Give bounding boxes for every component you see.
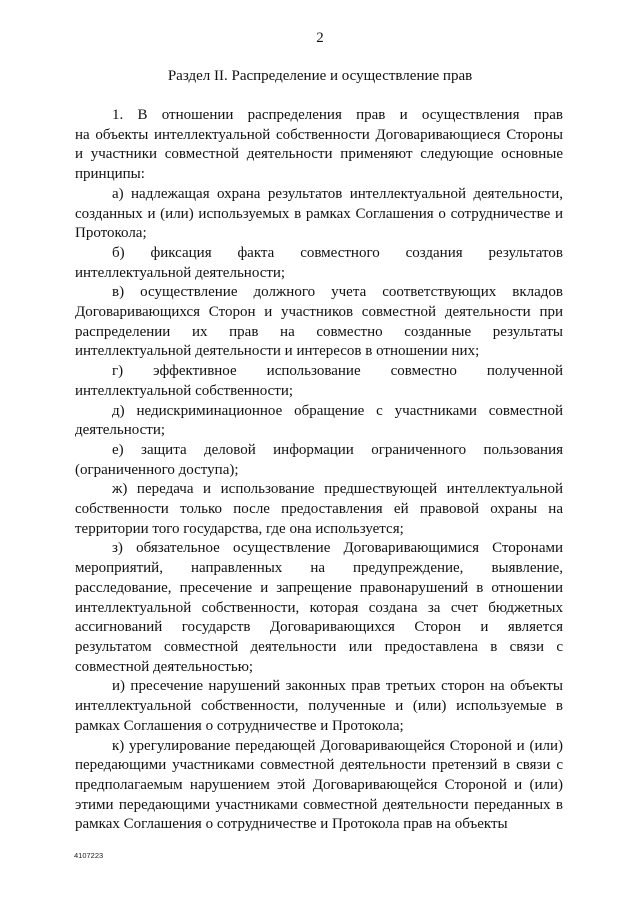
- principle-item-a: [75, 185, 563, 244]
- paragraph-first-line: и) пресечение нарушений законных прав третьих сторон на объекты: [112, 678, 563, 695]
- principle-item-v: [75, 283, 563, 362]
- principle-item-e: [75, 441, 563, 480]
- paragraph-continuation: интеллектуальной собственности;: [75, 382, 294, 399]
- paragraph-continuation: созданных и (или) используемых в рамках Соглашения о сотрудничестве и Протокола;: [75, 205, 563, 242]
- page-number: 2: [316, 30, 324, 46]
- paragraph-first-line: а) надлежащая охрана результатов интеллектуальной деятельности,: [112, 185, 563, 202]
- principle-item-k: [75, 737, 563, 836]
- paragraph-continuation: деятельности;: [75, 422, 166, 439]
- paragraph-first-line: е) защита деловой информации ограниченного пользования: [112, 441, 563, 458]
- paragraph-continuation: интеллектуальной собственности, полученные и (или) используемые в рамках Соглашения о сотрудничестве и Протокола;: [75, 698, 563, 734]
- paragraph-first-line: 1. В отношении распределения прав и осуществления прав: [112, 107, 563, 123]
- paragraph-first-line: ж) передача и использование предшествующей интеллектуальной: [112, 481, 563, 498]
- principle-item-b: [75, 244, 563, 283]
- paragraph-first-line: б) фиксация факта совместного создания результатов: [112, 244, 563, 261]
- paragraph-continuation: мероприятий, направленных на предупреждение, выявление, расследование, пресечение и запрещение правонарушений в отношении интеллектуальной собственности, которая создана за счет бюджетных ассигнований государств Договаривающихся Сторон и является результатом совместной деятельности или предоставлена в связи с совместной деятельностью;: [75, 560, 563, 675]
- paragraph-continuation: (ограниченного доступа);: [75, 461, 239, 478]
- principle-item-g: [75, 362, 563, 401]
- paragraph-continuation: собственности только после предоставления ей правовой охраны на территории того государства, где она используется;: [75, 501, 563, 537]
- principle-item-d: [75, 402, 563, 441]
- paragraph-continuation: передающими участниками совместной деятельности претензий в связи с предполагаемым нарушением этой Договаривающейся Стороной и (или) этими передающими участниками совместной деятельности переданных в рамках Соглашения о сотрудничестве и Протокола прав на объекты: [75, 757, 563, 833]
- principle-item-z: [75, 539, 563, 677]
- document-code: 4107223: [74, 851, 104, 860]
- paragraph-first-line: д) недискриминационное обращение с участниками совместной: [112, 402, 563, 419]
- principle-item-zh: [75, 480, 563, 539]
- section-title: Раздел II. Распределение и осуществление прав: [167, 68, 473, 84]
- principle-item-i: [75, 677, 563, 736]
- paragraph-first-line: к) урегулирование передающей Договаривающейся Стороной и (или): [112, 737, 563, 754]
- paragraph-continuation: Договаривающихся Сторон и участников совместной деятельности при распределении их прав на совместно созданные результаты интеллектуальной деятельности и интересов в отношении них;: [75, 304, 563, 360]
- paragraph-first-line: г) эффективное использование совместно полученной: [112, 363, 563, 380]
- paragraph-first-line: в) осуществление должного учета соответствующих вкладов: [112, 284, 563, 301]
- paragraph-continuation: на объекты интеллектуальной собственности Договаривающиеся Стороны и участники совместной деятельности применяют следующие основные принципы:: [75, 126, 563, 183]
- paragraph-intro: [75, 106, 563, 185]
- document-body: [75, 106, 563, 835]
- paragraph-continuation: интеллектуальной деятельности;: [75, 264, 286, 281]
- paragraph-first-line: з) обязательное осуществление Договаривающимися Сторонами: [112, 540, 563, 557]
